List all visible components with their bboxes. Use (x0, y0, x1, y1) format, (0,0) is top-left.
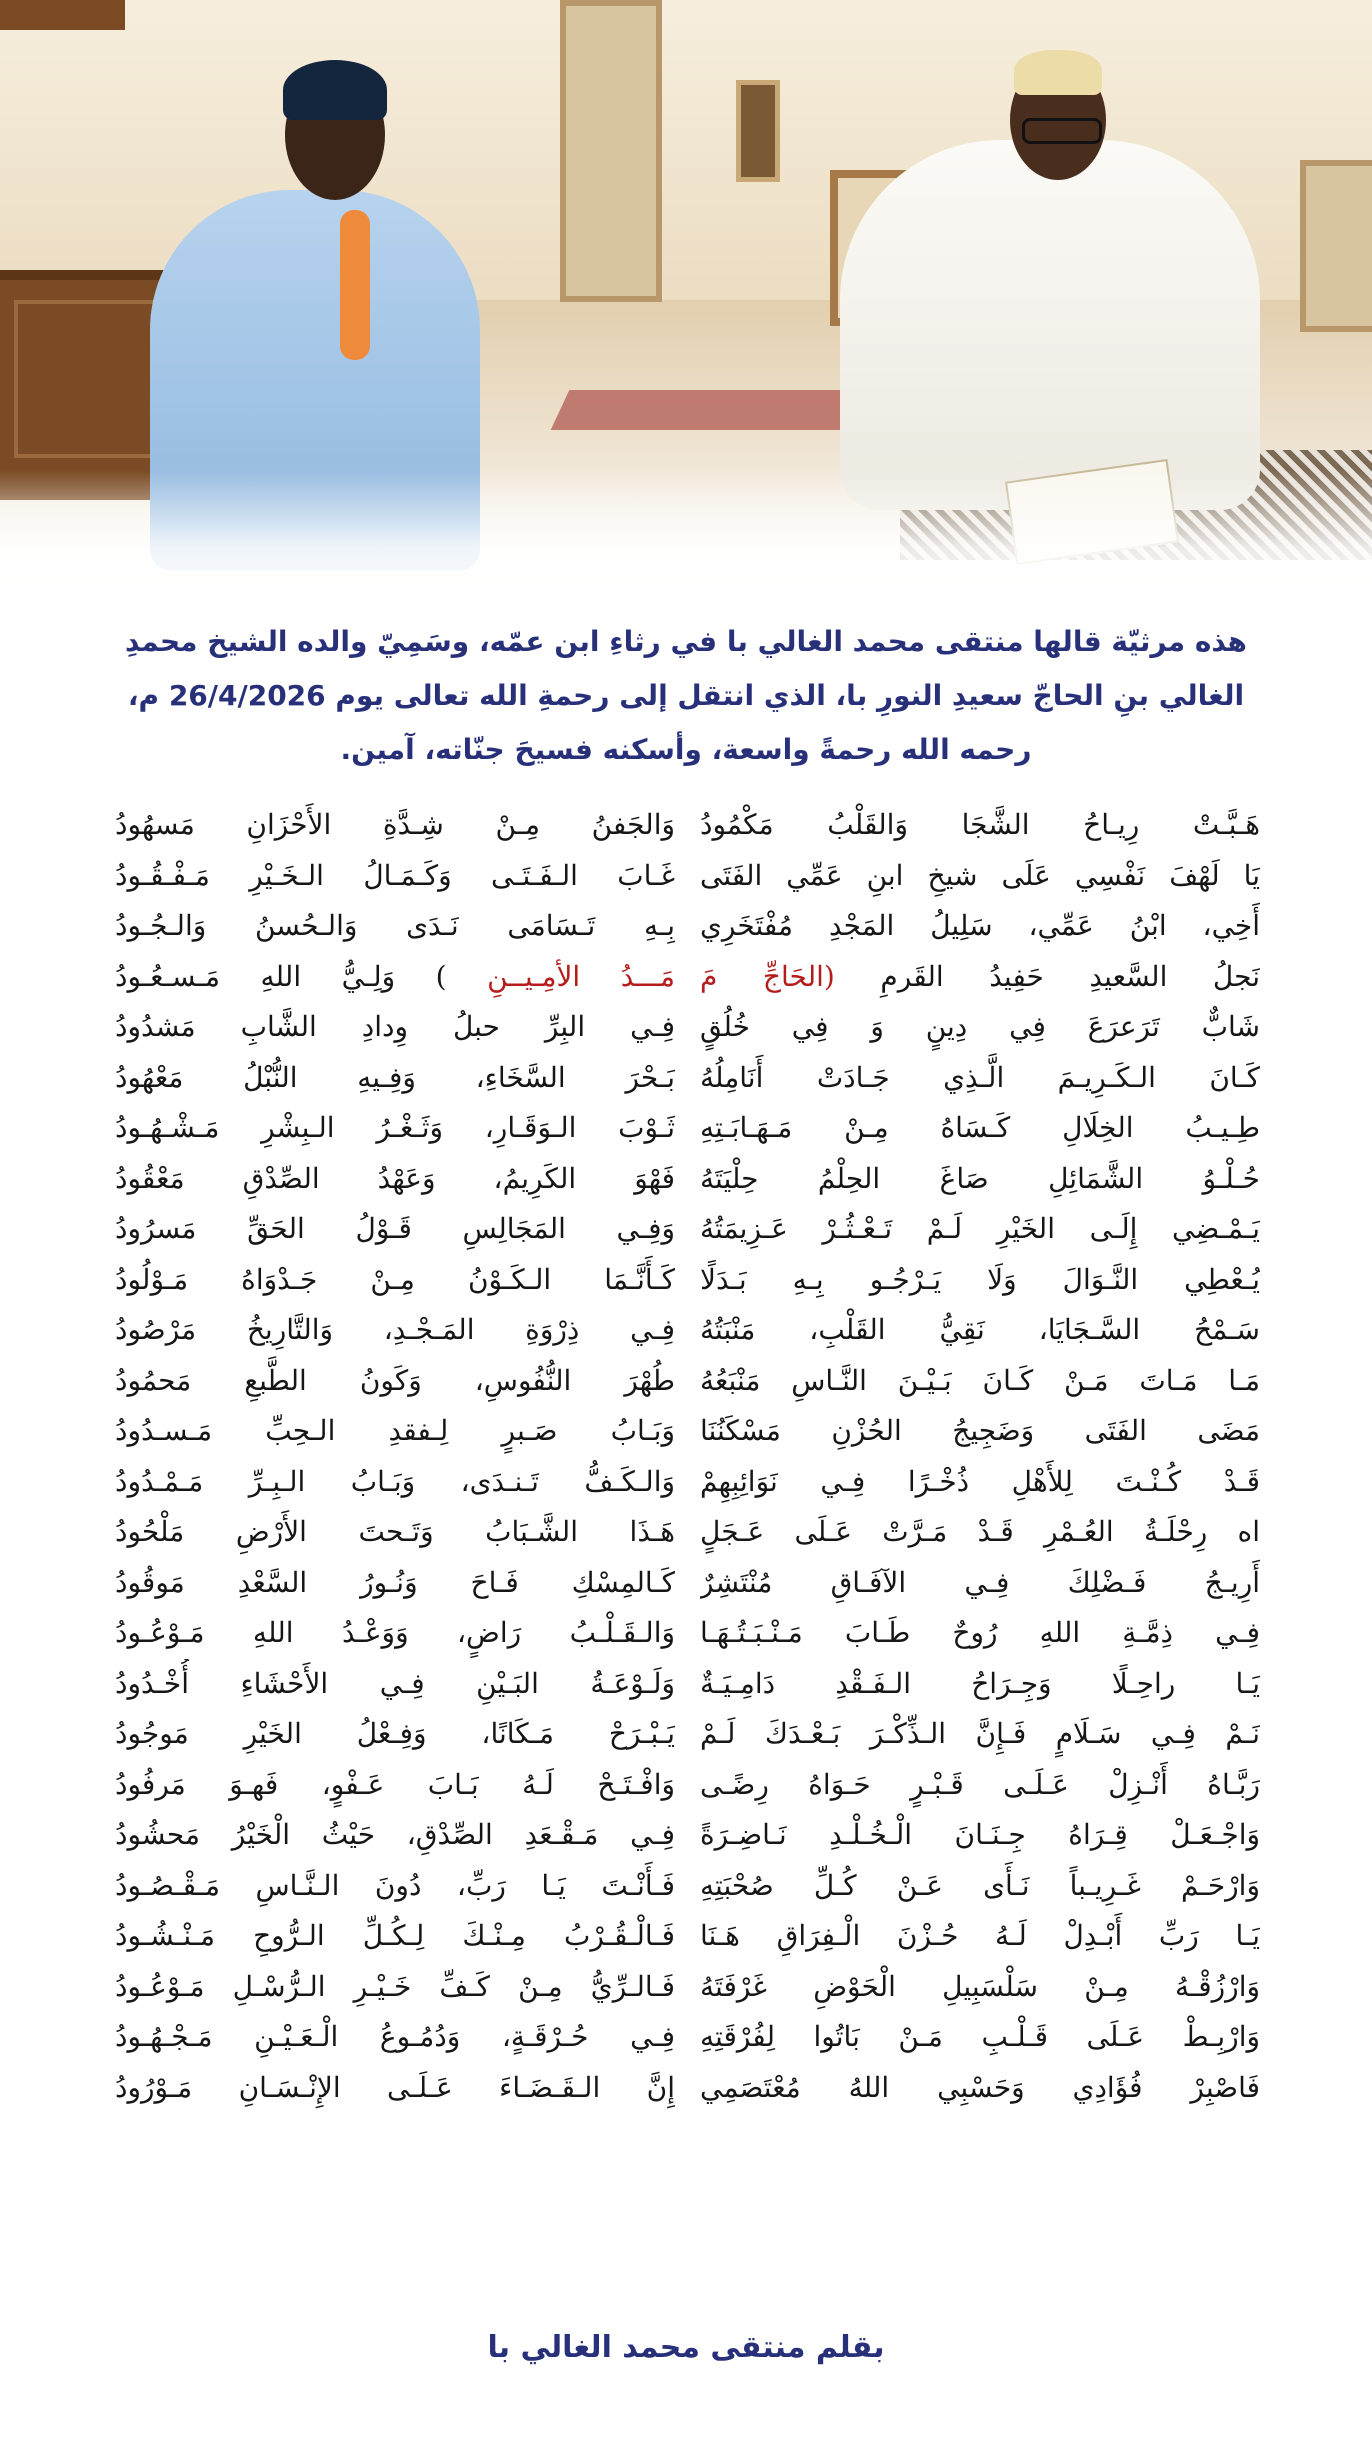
poem-verse: وَاجْـعَـلْ قِـرَاهُ جِـنَـانَ الْـخُـلْـدِ نَـاضِـرَةً (700, 1818, 1260, 1851)
poem-verse: طِـيـبُ الخِلَالِ كَـسَاهُ مِـنْ مَـهَـابَـتِهِ (700, 1111, 1260, 1144)
poem-verse: إِنَّ الـقَـضَـاءَ عَـلَـى الإِنْـسَـانِ مَـوْرُودُ (115, 2070, 675, 2104)
poem-verse: وَبَـابُ صَـبرٍ لِـفقدِ الـحِبِّ مَـسـدُودُ (115, 1414, 675, 1447)
poem-verse: فِـي البِرِّ حبلُ وِدادِ الشَّابِ مَشدُودُ (115, 1010, 675, 1043)
poem-right-column (700, 800, 1260, 2113)
poem-verse: وَالـقَـلْـبُ رَاضٍ، وَوَعْـدُ اللهِ مَـوْعُـودُ (115, 1616, 675, 1649)
poem-verse: هَـبَّـتْ رِيـاحُ الشَّجَا وَالقَلْبُ مَكْمُودُ (700, 808, 1260, 841)
poem-verse: أَرِيـجُ فَـضْلِكَ فِـي الآفَـاقِ مُنْتَشِرٌ (700, 1565, 1260, 1599)
intro-text (50, 615, 1322, 777)
poem-verse: فِـي حُـرْقَـةٍ، وَدُمُـوعُ الْـعَـيْـنِ مَـجْـهُـودُ (115, 2020, 675, 2053)
poem-verse: فَاصْبِرْ فُؤَادِي وَحَسْبِي اللهُ مُعْتَصَمِي (700, 2070, 1260, 2104)
poem-verse: بَـحْرَ السَّخَاءِ، وَفِـيهِ النُّبْلُ مَعْهُودُ (115, 1060, 675, 1094)
poem-verse: مَـا مَـاتَ مَـنْ كَـانَ بَـيْـنَ النَّـاسِ مَنْبَعُهُ (700, 1363, 1260, 1397)
poem-verse: وَالجَفنُ مِـنْ شِـدَّةِ الأَحْزَانِ مَسهُودُ (115, 808, 675, 841)
poem-verse: سَـمْحُ السَّـجَايَا، نَقِيُّ القَلْبِ، مَنْبَتُهُ (700, 1313, 1260, 1346)
poem-verse: أَخِي، ابْنُ عَمِّي، سَلِيلُ المَجْدِ مُفْتَخَرِي (700, 909, 1260, 942)
poem-verse: حُـلْـوُ الشَّمَائِلِ صَاغَ الحِلْمُ حِلْيَتَهُ (700, 1161, 1260, 1195)
poem-highlight: (الحَاجِّ مَ (700, 959, 835, 993)
signature: بقلم منتقى محمد الغالي با (487, 2330, 885, 2365)
poem-verse: فَـأَنْـتَ يَـا رَبِّ، دُونَ الـنَّـاسِ مَـقْـصُـودُ (115, 1868, 675, 1902)
poem-verse: يَـمْـضِي إِلَـى الخَيْرِ لَـمْ تَـعْـثُـرْ عَـزِيمَتُهُ (700, 1212, 1260, 1245)
poem-verse: مَـــدُ الأمِـيــنِ ) وَلِـيُّ اللهِ مَـسـعُـودُ (115, 959, 675, 993)
poem-verse: بِـهِ تَـسَامَى نَـدَى وَالـحُسنُ وَالـجُـودُ (115, 909, 675, 942)
poem-verse: وَارْحَـمْ غَـرِيـباً نَـأَى عَـنْ كُـلِّ صُحْبَتِهِ (700, 1868, 1260, 1902)
poem-verse: فِـي ذِمَّـةِ اللهِ رُوحٌ طَـابَ مَـنْـبَـتُـهَـا (700, 1616, 1260, 1649)
microphone-icon (340, 210, 370, 360)
poem-verse: يُـعْطِي النَّـوَالَ وَلَا يَـرْجُـو بِـهِ بَـدَلًا (700, 1262, 1260, 1296)
poem-verse: اه رِحْلَـةُ العُـمْرِ قَـدْ مَـرَّتْ عَـلَى عَـجَلٍ (700, 1515, 1260, 1548)
poem-verse: شَابٌّ تَرَعرَعَ فِي دِينٍ وَ فِي خُلُقٍ (700, 1010, 1260, 1043)
poem-verse: كَـأَنَّـمَا الـكَـوْنُ مِـنْ جَـدْوَاهُ مَـوْلُودُ (115, 1262, 675, 1296)
intro-line: رحمه الله رحمةً واسعة، وأسكنه فسيحَ جنّاته، آمين. (340, 733, 1032, 766)
intro-line: هذه مرثيّة قالها منتقى محمد الغالي با في رثاءِ ابن عمّه، وسَمِيّ والده الشيخ محمدِ (125, 625, 1247, 658)
poem-verse: نَجلُ السَّعيدِ حَفِيدُ القَرمِ (الحَاجِّ مَ (700, 959, 1260, 993)
poem-verse: فِـي مَـقْـعَدِ الصِّدْقِ، حَيْثُ الْخَيْرُ مَحشُودُ (115, 1818, 675, 1851)
poem-highlight: مَـــدُ الأمِـيــنِ (487, 959, 675, 993)
poem-verse: وَارْبِـطْ عَـلَى قَـلْـبِ مَـنْ بَاتُوا لِفُرْقَتِهِ (700, 2020, 1260, 2053)
poem-verse: مَضَى الفَتَى وَضَجِيجُ الحُزْنِ مَسْكَنُنَا (700, 1414, 1260, 1447)
poem-verse: وَارْزُقْـهُ مِـنْ سَلْسَبِيلِ الْحَوْضِ غَرْفَتَهُ (700, 1969, 1260, 2003)
poem-verse: وَافْـتَـحْ لَـهُ بَـابَ عَـفْوٍ، فَهـوَ مَرفُودُ (115, 1767, 675, 1801)
poem-verse: يَـا راحِـلًا وَجِـرَاحُ الـفَـقْدِ دَامِـيَـةٌ (700, 1666, 1260, 1700)
poem-verse: يَا لَهْفَ نَفْسِي عَلَى شيخِ ابنِ عَمِّي الفَتَى (700, 858, 1260, 892)
header-photo (0, 0, 1372, 600)
poem-verse: كَـالمِسْكِ فَـاحَ وَنُـورُ السَّعْدِ مَوقُودُ (115, 1565, 675, 1599)
poem-verse: فَهْوَ الكَرِيمُ، وَعَهْدُ الصِّدْقِ مَعْقُودُ (115, 1161, 675, 1195)
poem-verse: يَـا رَبِّ أَبْـدِلْ لَـهُ حُـزْنَ الْـفِرَاقِ هَـنَا (700, 1919, 1260, 1952)
poem-verse: رَبَّـاهُ أَنْـزِلْ عَـلَـى قَـبْـرٍ حَـوَاهُ رِضًـى (700, 1767, 1260, 1801)
poem-verse: هَـذَا الشَّـبَابُ وَتَـحتَ الأَرْضِ مَلْحُودُ (115, 1515, 675, 1548)
poem-verse: قَـدْ كُـنْـتَ لِلأَهْلِ ذُخْـرًا فِـي نَوَائِبِهِمْ (700, 1464, 1260, 1498)
poem-verse: فَـالـرِّيُّ مِـنْ كَـفِّ خَـيْـرِ الـرُّسْـلِ مَـوْعُـودُ (115, 1969, 675, 2003)
poem-verse: نَـمْ فِـي سَـلَامٍ فَـإِنَّ الـذِّكْـرَ بَـعْـدَكَ لَـمْ (700, 1717, 1260, 1750)
poem-verse: يَـبْـرَحْ مَـكَانًا، وَفِـعْلُ الخَيْرِ مَوجُودُ (115, 1717, 675, 1750)
poem-verse: وَلَـوْعَـةُ البَـيْنِ فِـي الأَحْشَاءِ أُخْـدُودُ (115, 1666, 675, 1700)
poem-verse: وَالـكَـفُّ تَـنـدَى، وَبَـابُ الـبِـرِّ مَـمْـدُودُ (115, 1464, 675, 1498)
intro-line: الغالي بنِ الحاجّ سعيدِ النورِ با، الذي انتقل إلى رحمةِ الله تعالى يوم 26/4/2026 م، (127, 679, 1245, 712)
poem-left-column (115, 800, 675, 2113)
poem-verse: طُهْرَ النُّفُوسِ، وَكَونُ الطَّبعِ مَحمُودُ (115, 1363, 675, 1397)
poem-verse: غَـابَ الـفَـتَـى وَكَـمَـالُ الـخَـيْرِ مَـفْـقُـودُ (115, 858, 675, 892)
poem-verse: ثَـوْبَ الـوَقَـارِ، وَثَـغْـرُ الـبِشْرِ مَـشْـهُـودُ (115, 1111, 675, 1144)
poem-verse: فِـي ذِرْوَةِ المَـجْـدِ، وَالتَّارِيخُ مَرْصُودُ (115, 1313, 675, 1346)
poem-verse: وَفِـي المَجَالِسِ قَـوْلُ الحَقِّ مَسرُودُ (115, 1212, 675, 1245)
poem-verse: كَـانَ الـكَـرِيـمَ الَّـذِي جَـادَتْ أَنَامِلُهُ (700, 1060, 1260, 1094)
poem-verse: فَـالْـقُـرْبُ مِـنْـكَ لِـكُـلِّ الـرُّوحِ مَـنْـشُـودُ (115, 1919, 675, 1952)
